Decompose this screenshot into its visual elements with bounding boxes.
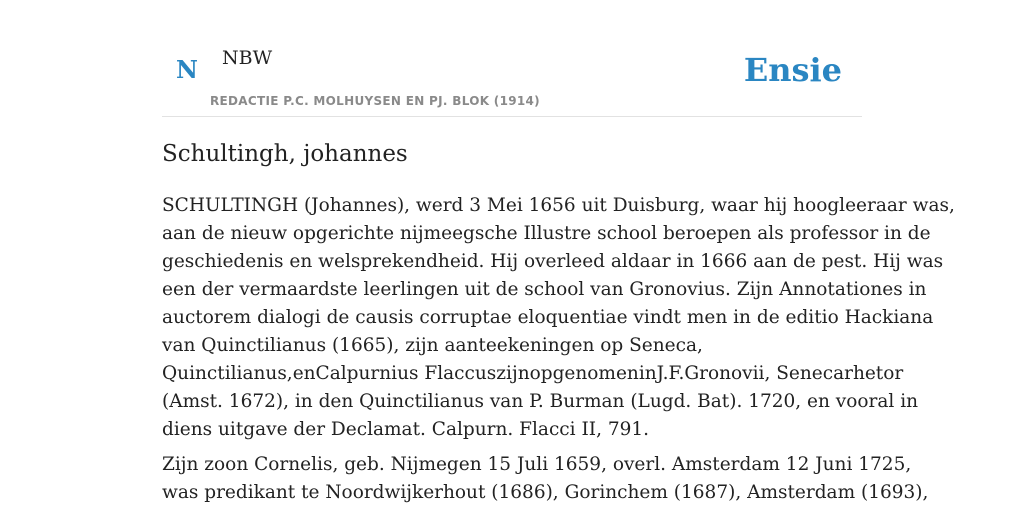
text-line: SCHULTINGH (Johannes), werd 3 Mei 1656 uit Duisburg, waar hij hoogleeraar was, bbox=[162, 195, 955, 216]
text-line: (Amst. 1672), in den Quinctilianus van P. Burman (Lugd. Bat). 1720, en vooral in bbox=[162, 391, 919, 412]
source-logo-letter[interactable]: N bbox=[176, 55, 198, 84]
text-line: diens uitgave der Declamat. Calpurn. Flacci II, 791. bbox=[162, 419, 650, 440]
source-header bbox=[162, 0, 862, 117]
source-subtitle: REDACTIE P.C. MOLHUYSEN EN PJ. BLOK (1914) bbox=[210, 94, 540, 108]
text-line: auctorem dialogi de causis corruptae eloquentiae vindt men in de editio Hackiana bbox=[162, 307, 934, 328]
text-line: geschiedenis en welsprekendheid. Hij overleed aldaar in 1666 aan de pest. Hij was bbox=[162, 251, 944, 272]
text-line: een der vermaardste leerlingen uit de school van Gronovius. Zijn Annotationes in bbox=[162, 279, 927, 300]
paragraph-2 bbox=[162, 451, 929, 507]
text-line: Quinctilianus,enCalpurnius FlaccuszijnopgenomeninJ.F.Gronovii, Senecarhetor bbox=[162, 363, 904, 384]
article-body bbox=[162, 192, 955, 507]
source-name-link[interactable]: NBW bbox=[222, 47, 273, 69]
paragraph-1 bbox=[162, 192, 955, 444]
article-title: Schultingh, johannes bbox=[162, 141, 408, 167]
text-line: aan de nieuw opgerichte nijmeegsche Illustre school beroepen als professor in de bbox=[162, 223, 931, 244]
text-line: Zijn zoon Cornelis, geb. Nijmegen 15 Juli 1659, overl. Amsterdam 12 Juni 1725, bbox=[162, 454, 912, 475]
ensie-logo-link[interactable]: Ensie bbox=[743, 51, 842, 89]
text-line: van Quinctilianus (1665), zijn aanteekeningen op Seneca, bbox=[162, 335, 703, 356]
text-line: was predikant te Noordwijkerhout (1686), Gorinchem (1687), Amsterdam (1693), bbox=[162, 482, 929, 503]
